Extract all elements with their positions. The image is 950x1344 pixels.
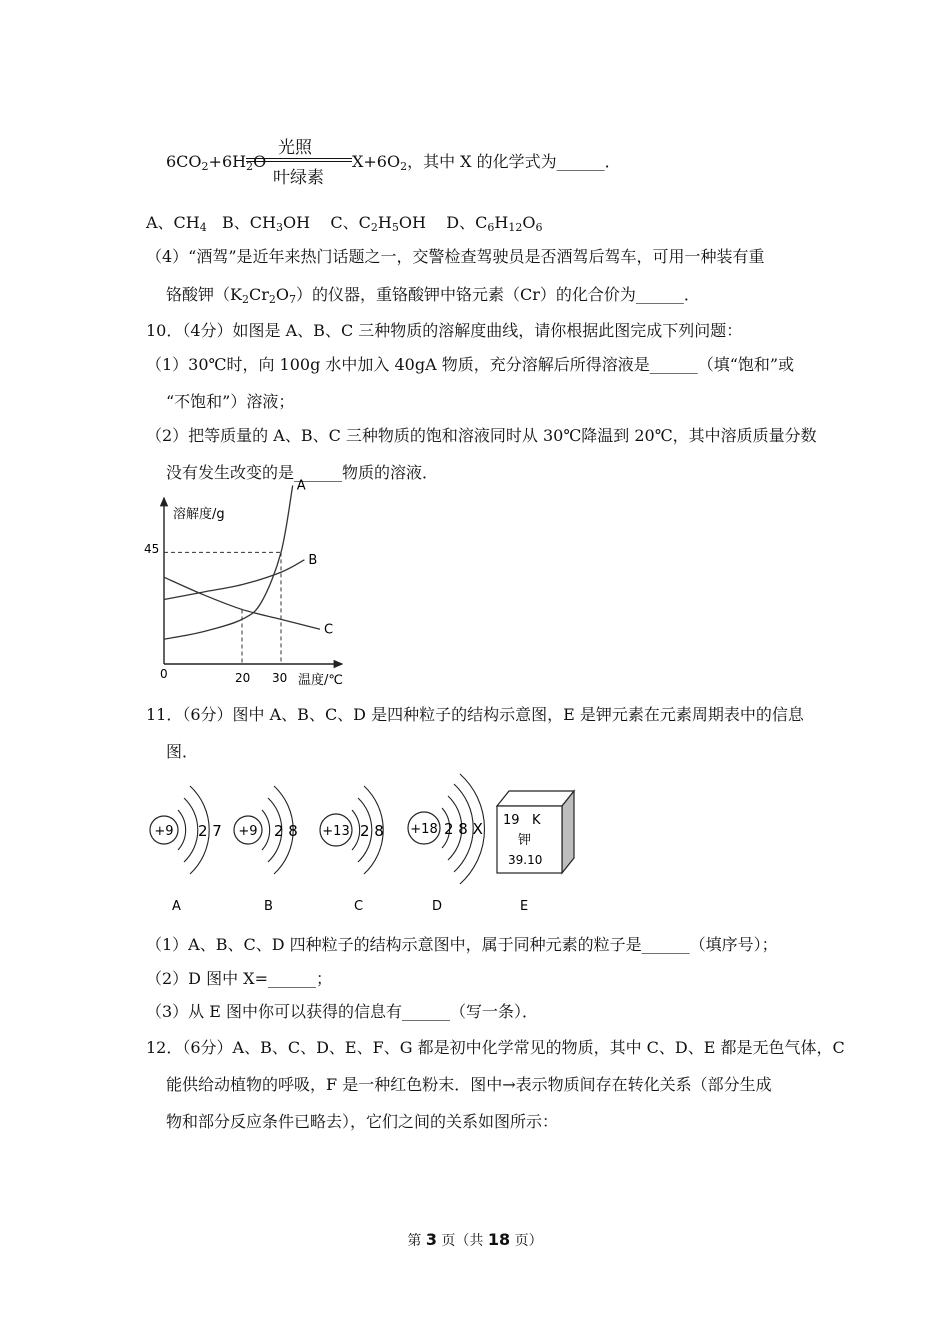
atom-a-label: A <box>172 899 181 914</box>
atom-b-label: B <box>264 899 273 914</box>
x-tick-20: 20 <box>235 671 251 685</box>
atom-b <box>234 786 298 914</box>
options-line: A、$CH_4$ B、$CH_3OH$ C、$C_2H_5OH$ D、$C_6H_{12}O_6$ <box>146 213 543 234</box>
x-axis-label: 温度/℃ <box>298 673 343 688</box>
series-label-a: A <box>296 478 306 494</box>
curve-b <box>164 560 304 600</box>
atom-c-shells: 2 8 <box>360 822 384 840</box>
page-number: 3 <box>425 1230 437 1249</box>
y-tick-45: 45 <box>144 542 160 556</box>
q11-part2: （2）D 图中 X=______； <box>146 969 332 988</box>
series-label-b: B <box>308 552 318 568</box>
atom-a-nucleus: +9 <box>154 824 174 839</box>
particle-diagrams <box>140 772 590 917</box>
solubility-chart <box>140 478 360 692</box>
page-footer: 第 3 页（共 18 页） <box>407 1230 543 1249</box>
reaction-condition-top: 光照 <box>278 138 312 158</box>
equation-rhs: $X+6O_2$，其中 X 的化学式为______． <box>352 152 621 173</box>
q11-part3: （3）从 E 图中你可以获得的信息有______（写一条）． <box>146 1002 539 1021</box>
atom-c <box>320 786 384 914</box>
atom-b-nucleus: +9 <box>238 824 258 839</box>
atom-c-label: C <box>354 899 364 914</box>
x-tick-30: 30 <box>272 671 288 685</box>
q10-part2-line2: 没有发生改变的是______物质的溶液． <box>166 463 439 482</box>
equal-sign <box>246 158 352 162</box>
atom-d <box>408 774 484 914</box>
q12-line2: 能供给动植物的呼吸，F 是一种红色粉末．图中→表示物质间存在转化关系（部分生成 <box>166 1075 772 1094</box>
equation-lhs: $6CO_2+6H_2O$ <box>166 152 267 173</box>
q10-part2-line1: （2）把等质量的 A、B、C 三种物质的饱和溶液同时从 30℃降温到 20℃，其中溶质质量分数 <box>146 426 817 445</box>
reaction-condition-bottom: 叶绿素 <box>273 168 324 188</box>
element-mass: 39.10 <box>508 853 543 867</box>
element-k-card <box>497 791 574 914</box>
atom-b-shells: 2 8 <box>274 822 298 840</box>
q11-stem-line1: 11．（6分）图中 A、B、C、D 是四种粒子的结构示意图，E 是钾元素在元素周期表中的信息 <box>146 705 804 724</box>
element-number: 19 <box>503 813 520 828</box>
q10-stem: 10．（4分）如图是 A、B、C 三种物质的溶解度曲线，请你根据此图完成下列问题： <box>146 321 743 340</box>
q10-part1-line1: （1）30℃时，向 100g 水中加入 40gA 物质，充分溶解后所得溶液是______（填“饱和”或 <box>146 355 795 374</box>
q9-part4-line2: 铬酸钾$(K_2Cr_2O_7)$的仪器，重铬酸钾中铬元素（Cr）的化合价为______． <box>166 285 700 306</box>
q11-part1: （1）A、B、C、D 四种粒子的结构示意图中，属于同种元素的粒子是______（填序号）； <box>146 935 778 954</box>
atom-a-shells: 2 7 <box>198 822 222 840</box>
atom-d-label: D <box>432 899 443 914</box>
atom-d-nucleus: +18 <box>410 822 438 837</box>
atom-a <box>150 786 222 914</box>
atom-d-shells: 2 8 X <box>444 820 483 838</box>
q11-stem-line2: 图． <box>166 742 199 761</box>
guide-lines <box>164 552 281 664</box>
q12-line3: 物和部分反应条件已略去），它们之间的关系如图所示： <box>166 1112 559 1131</box>
q12-line1: 12．（6分）A、B、C、D、E、F、G 都是初中化学常见的物质，其中 C、D、E 都是无色气体，C <box>146 1038 845 1057</box>
page-total: 18 <box>487 1230 511 1249</box>
q9-part4-line1: （4）“酒驾”是近年来热门话题之一，交警检查驾驶员是否酒驾后驾车，可用一种装有重 <box>146 247 765 266</box>
element-label: E <box>520 899 529 914</box>
x-tick-0: 0 <box>160 667 168 681</box>
element-name: 钾 <box>518 833 532 848</box>
y-axis-label: 溶解度/g <box>173 507 225 522</box>
atom-c-nucleus: +13 <box>322 824 350 839</box>
element-symbol: K <box>532 813 541 828</box>
q10-part1-line2: “不饱和”）溶液； <box>166 392 295 411</box>
series-label-c: C <box>324 622 334 638</box>
